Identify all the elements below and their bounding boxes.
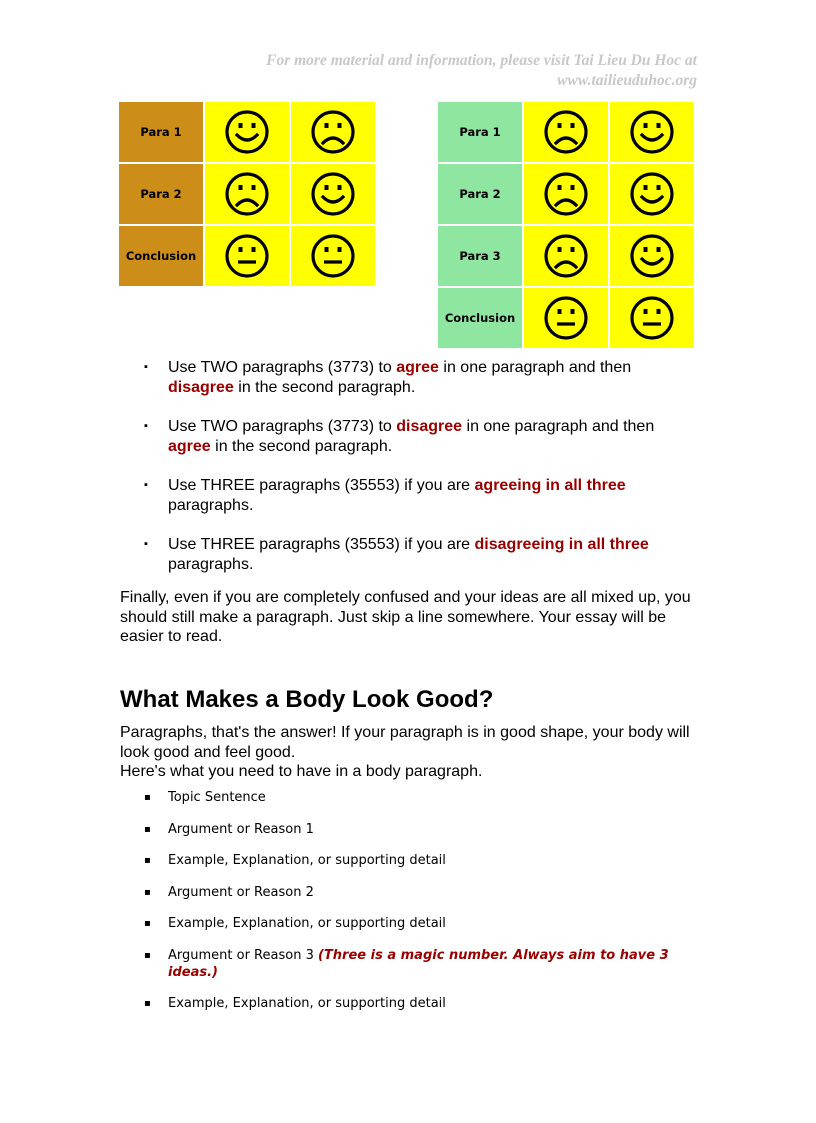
bullet-icon: ▪ bbox=[144, 792, 151, 803]
highlight-text: agree bbox=[396, 359, 439, 376]
row-label: Para 1 bbox=[437, 101, 523, 163]
happy-face-icon bbox=[224, 109, 270, 155]
list-item: ▪ Use TWO paragraphs (3773) to agree in one paragraph and then disagree in the second paragraph. bbox=[144, 359, 632, 396]
face-cell bbox=[204, 101, 290, 163]
face-cell bbox=[523, 163, 609, 225]
highlight-text: disagree bbox=[396, 418, 463, 435]
face-cell bbox=[290, 225, 376, 287]
happy-face-icon bbox=[629, 171, 675, 217]
bullet-icon: ▪ bbox=[144, 479, 148, 491]
list-item: ▪ Example, Explanation, or supporting detail bbox=[144, 996, 446, 1011]
body-paragraph-list bbox=[120, 789, 700, 1027]
face-cell bbox=[609, 287, 695, 349]
row-label: Para 2 bbox=[437, 163, 523, 225]
face-cell bbox=[609, 101, 695, 163]
bullet-icon: ▪ bbox=[144, 918, 151, 929]
magic-number-note: (Three is a magic number. Always aim to have 3 ideas.) bbox=[168, 947, 669, 980]
face-cell bbox=[609, 225, 695, 287]
list-item: ▪ Argument or Reason 1 bbox=[144, 821, 314, 837]
grid-row bbox=[437, 163, 695, 225]
happy-face-icon bbox=[310, 171, 356, 217]
section-title: What Makes a Body Look Good? bbox=[120, 686, 494, 713]
list-item: ▪ Example, Explanation, or supporting detail bbox=[144, 853, 446, 868]
grid-row bbox=[437, 225, 695, 287]
grid-row bbox=[118, 225, 376, 287]
sad-face-icon bbox=[543, 233, 589, 279]
neutral-face-icon bbox=[310, 233, 356, 279]
face-cell bbox=[204, 225, 290, 287]
face-cell bbox=[523, 225, 609, 287]
header-line-1: For more material and information, please visit Tai Lieu Du Hoc at bbox=[266, 52, 697, 69]
highlight-text: disagree bbox=[168, 378, 234, 396]
header-line-2: www.tailieuduhoc.org bbox=[557, 72, 697, 89]
face-cell bbox=[290, 101, 376, 163]
bullet-icon: ▪ bbox=[144, 361, 148, 373]
tips-list bbox=[120, 358, 700, 594]
sad-face-icon bbox=[543, 171, 589, 217]
row-label: Para 3 bbox=[437, 225, 523, 287]
list-item: ▪ Argument or Reason 2 bbox=[144, 884, 314, 900]
intro-line-1: Paragraphs, that's the answer! If your paragraph is in good shape, your body will look good and feel good. bbox=[120, 724, 690, 761]
sad-face-icon bbox=[310, 109, 356, 155]
face-cell bbox=[204, 163, 290, 225]
bullet-icon: ▪ bbox=[144, 886, 151, 898]
list-item: ▪ Use THREE paragraphs (35553) if you are agreeing in all three paragraphs. bbox=[144, 477, 626, 514]
list-item: ▪ Topic Sentence bbox=[144, 790, 266, 805]
highlight-text: agreeing in all three bbox=[474, 477, 626, 494]
list-item: ▪ Use TWO paragraphs (3773) to disagree in one paragraph and then agree in the second paragraph. bbox=[144, 418, 655, 455]
row-label: Para 1 bbox=[118, 101, 204, 163]
bullet-icon: ▪ bbox=[144, 823, 151, 835]
list-item: ▪ Example, Explanation, or supporting detail bbox=[144, 916, 446, 931]
bullet-icon: ▪ bbox=[144, 855, 151, 866]
bullet-icon: ▪ bbox=[144, 538, 148, 550]
page-header bbox=[190, 51, 697, 91]
grid-row bbox=[118, 101, 376, 163]
sad-face-icon bbox=[543, 109, 589, 155]
row-label: Conclusion bbox=[437, 287, 523, 349]
grid-agree-disagree-two-paragraphs bbox=[117, 100, 377, 288]
row-label: Conclusion bbox=[118, 225, 204, 287]
neutral-face-icon bbox=[543, 295, 589, 341]
neutral-face-icon bbox=[629, 295, 675, 341]
intro-line-2: Here's what you need to have in a body paragraph. bbox=[120, 763, 483, 780]
face-cell bbox=[523, 101, 609, 163]
intro-paragraph bbox=[120, 723, 700, 782]
grid-row bbox=[437, 287, 695, 349]
row-label: Para 2 bbox=[118, 163, 204, 225]
neutral-face-icon bbox=[224, 233, 270, 279]
list-item: ▪ Argument or Reason 3 (Three is a magic number. Always aim to have 3 ideas.) bbox=[144, 947, 669, 980]
grid-three-paragraphs bbox=[436, 100, 696, 350]
closing-paragraph: Finally, even if you are completely confused and your ideas are all mixed up, you should still make a paragraph. Just skip a line somewhere. Your essay will be easier to read. bbox=[120, 589, 691, 645]
sad-face-icon bbox=[224, 171, 270, 217]
face-cell bbox=[290, 163, 376, 225]
bullet-icon: ▪ bbox=[144, 420, 148, 432]
bullet-icon: ▪ bbox=[144, 949, 151, 961]
grid-row bbox=[118, 163, 376, 225]
list-item: ▪ Use THREE paragraphs (35553) if you are disagreeing in all three paragraphs. bbox=[144, 536, 649, 573]
happy-face-icon bbox=[629, 109, 675, 155]
happy-face-icon bbox=[629, 233, 675, 279]
face-cell bbox=[609, 163, 695, 225]
bullet-icon: ▪ bbox=[144, 998, 151, 1009]
highlight-text: agree bbox=[168, 437, 211, 455]
face-cell bbox=[523, 287, 609, 349]
grid-row bbox=[437, 101, 695, 163]
highlight-text: disagreeing in all three bbox=[474, 536, 649, 553]
